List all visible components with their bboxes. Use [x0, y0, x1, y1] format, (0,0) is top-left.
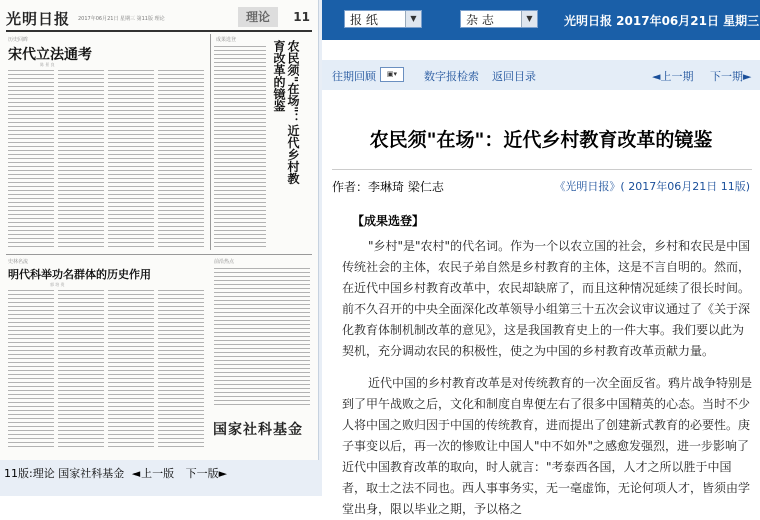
col2-byline: 郭 培 贵 [50, 282, 65, 287]
next-issue-link[interactable]: 下一期► [710, 70, 752, 83]
col1-headline[interactable]: 宋代立法通考 [8, 47, 92, 63]
col1-text-d [158, 70, 204, 248]
col2-text-a [8, 290, 54, 450]
ad-banner: 国家社科基金 [213, 422, 303, 438]
page-number: 11 [293, 10, 310, 24]
article-source[interactable]: 《光明日报》( 2017年06月21日 11版) [554, 180, 750, 193]
col4-label: 前沿热点 [214, 259, 235, 265]
col1-text-b [58, 70, 104, 248]
prev-page-label: 上一版 [141, 467, 175, 480]
row-divider [6, 254, 312, 255]
col3-headline[interactable]: 农民须"在场"：近代乡村教育改革的镜鉴 [272, 40, 300, 185]
newspaper-panel [0, 0, 322, 496]
col2-headline[interactable]: 明代科举功名群体的历史作用 [8, 268, 151, 281]
home-link[interactable]: 返回目录 [492, 70, 536, 83]
col1-byline: 陈 景 良 [40, 62, 55, 67]
masthead [6, 6, 312, 32]
article-paragraph: "乡村"是"农村"的代名词。作为一个以农立国的社会，乡村和农民是中国传统社会的主体，农民子弟自然是乡村教育的主体，这是不言自明的。然而，在近代中国乡村教育改革中，农民却缺席了，而且这种情况延续了很长时间。前不久召开的中央全面深化改革领导小组第三十五次会议审议通过了《关于深化教育体制机制改革的意见》，这是我国教育史上的一件大事。我们要以此为契机，充分调动农民的积极性，使之为中国的乡村教育改革贡献力量。 [342, 239, 751, 358]
nav-bar [322, 60, 760, 90]
top-toolbar [322, 0, 760, 40]
chevron-down-icon: ▼ [405, 11, 421, 27]
footer-page-label: 11版:理论 国家社科基金 [4, 467, 125, 480]
col1-text-a [8, 70, 54, 248]
article-author: 作者：李琳琦 梁仁志 [332, 180, 444, 194]
col2-text-b [58, 290, 104, 450]
title-divider [332, 169, 752, 170]
col2-label: 史林名流 [8, 259, 29, 265]
newspaper-page-image[interactable] [0, 0, 319, 460]
newspaper-select-value: 报 纸 [350, 13, 378, 27]
next-page-label: 下一版 [185, 467, 219, 480]
newspaper-select[interactable] [344, 10, 422, 28]
prev-issue-link[interactable]: ◄上一期 [652, 70, 694, 83]
back-issue-link[interactable]: 往期回顾 [332, 70, 376, 83]
prev-issue-label: 上一期 [660, 70, 694, 83]
reader-panel [322, 0, 760, 516]
column-divider [210, 34, 211, 250]
issue-date: 光明日报 2017年06月21日 星期三 [564, 14, 760, 28]
col1-label: 历史回眸 [8, 37, 29, 43]
page-footer [0, 462, 322, 486]
masthead-meta: 2017年06月21日 星期三 第11版 理论 [78, 16, 165, 22]
prev-page-link[interactable]: ◄上一版 [131, 467, 175, 480]
magazine-select-value: 杂 志 [466, 13, 494, 27]
col2-text-d [158, 290, 204, 450]
masthead-logo: 光明日报 [6, 10, 71, 28]
article-title: 农民须"在场"：近代乡村教育改革的镜鉴 [369, 129, 713, 151]
section-tab: 理论 [238, 7, 278, 27]
article-paragraph: 近代中国的乡村教育改革是对传统教育的一次全面反省。鸦片战争特别是到了甲午战败之后，文化和制度自卑便左右了很多中国精英的心态。当时不少人将中国之败归因于中国的传统教育，进而提出了创建新式教育的必要性。庚子事变以后，再一次的惨败让中国人"中不如外"之感愈发强烈，进一步影响了近代中国教育改革的取向，时人就言："考泰西各国，人才之所以胜于中国者，取士之法不同也。西人事事务实，无一毫虚饰，无论何项人才，皆须由学堂出身，限以毕业之期，予以格之 [342, 376, 753, 516]
chevron-down-icon: ▼ [521, 11, 537, 27]
calendar-icon[interactable]: ▣▾ [380, 67, 404, 82]
col1-text-c [108, 70, 154, 248]
next-issue-label: 下一期 [710, 70, 743, 83]
col3-label: 成果选登 [216, 37, 237, 43]
col2-text-c [108, 290, 154, 450]
magazine-select[interactable] [460, 10, 538, 28]
search-link[interactable]: 数字报检索 [424, 70, 479, 83]
col4-text [214, 268, 310, 406]
col3-text [214, 46, 266, 250]
article-section-tag: 【成果选登】 [352, 214, 425, 228]
next-page-link[interactable]: 下一版► [185, 467, 228, 480]
